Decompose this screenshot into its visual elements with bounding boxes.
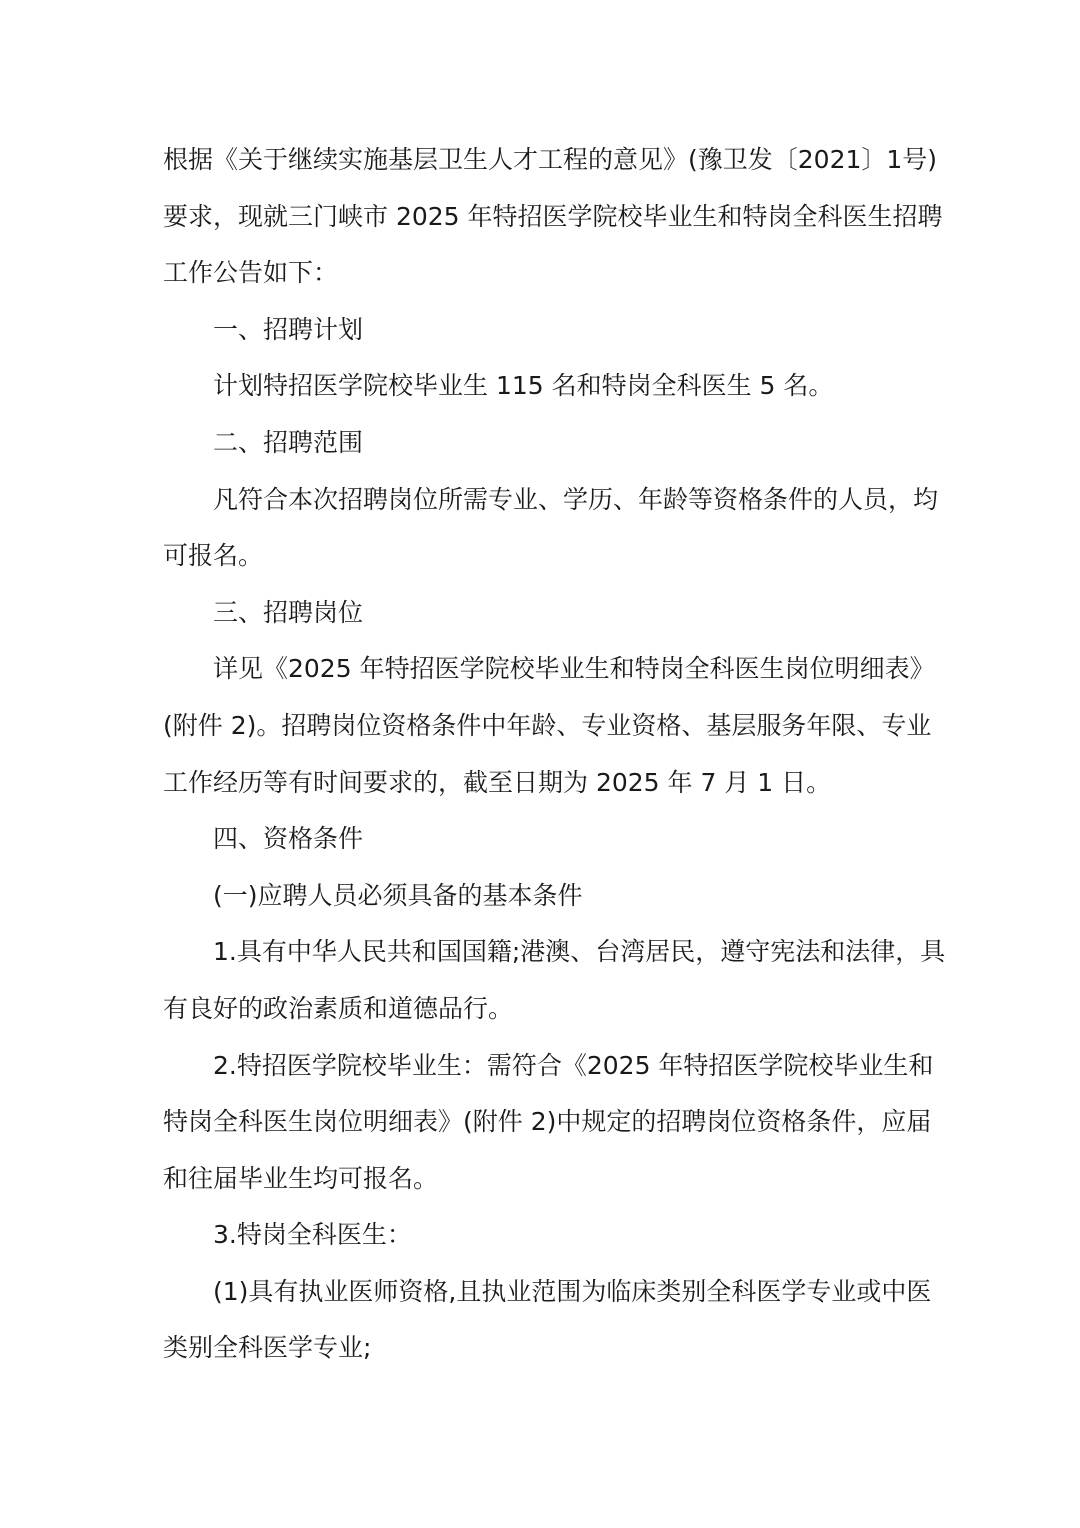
paragraph xyxy=(163,1038,934,1208)
paragraph xyxy=(163,1207,923,1264)
paragraph xyxy=(163,811,923,868)
paragraph-line: 有良好的政治素质和道德品行。 xyxy=(163,993,514,1023)
paragraph-line: 可报名。 xyxy=(163,541,264,571)
paragraph-line: (附件 2)。招聘岗位资格条件中年龄、专业资格、基层服务年限、专业 xyxy=(163,710,932,740)
paragraph-line: 计划特招医学院校毕业生 115 名和特岗全科医生 5 名。 xyxy=(213,371,834,401)
paragraph-line: (一)应聘人员必须具备的基本条件 xyxy=(213,880,583,910)
paragraph-line: 三、招聘岗位 xyxy=(213,597,364,627)
paragraph-line: 3.特岗全科医生： xyxy=(213,1220,412,1250)
paragraph-line: 二、招聘范围 xyxy=(213,427,364,457)
paragraph-line: 特岗全科医生岗位明细表》(附件 2)中规定的招聘岗位资格条件，应届 xyxy=(163,1107,932,1137)
paragraph-line: 凡符合本次招聘岗位所需专业、学历、年龄等资格条件的人员，均 xyxy=(213,484,939,514)
paragraph-line: 工作经历等有时间要求的，截至日期为 2025 年 7 月 1 日。 xyxy=(163,767,832,797)
paragraph xyxy=(163,358,923,415)
paragraph-line: (1)具有执业医师资格,且执业范围为临床类别全科医学专业或中医 xyxy=(213,1276,932,1306)
paragraph xyxy=(163,924,946,1037)
paragraph-line: 工作公告如下： xyxy=(163,258,339,288)
paragraph-line: 类别全科医学专业; xyxy=(163,1333,372,1363)
paragraph-line: 2.特招医学院校毕业生：需符合《2025 年特招医学院校毕业生和 xyxy=(213,1050,934,1080)
paragraph xyxy=(163,472,939,585)
paragraph xyxy=(163,585,923,642)
paragraph-line: 一、招聘计划 xyxy=(213,314,364,344)
paragraph-line: 四、资格条件 xyxy=(213,824,364,854)
paragraph xyxy=(163,868,923,925)
paragraph-line: 1.具有中华人民共和国国籍;港澳、台湾居民，遵守宪法和法律，具 xyxy=(213,937,946,967)
paragraph xyxy=(163,1264,932,1377)
paragraph xyxy=(163,415,923,472)
paragraph xyxy=(163,132,943,302)
paragraph-line: 要求，现就三门峡市 2025 年特招医学院校毕业生和特岗全科医生招聘 xyxy=(163,201,943,231)
paragraph xyxy=(163,302,923,359)
paragraph xyxy=(163,641,935,811)
paragraph-line: 和往届毕业生均可报名。 xyxy=(163,1163,439,1193)
paragraph-line: 根据《关于继续实施基层卫生人才工程的意见》(豫卫发〔2021〕1号) xyxy=(163,145,938,174)
document-body xyxy=(163,132,946,1377)
paragraph-line: 详见《2025 年特招医学院校毕业生和特岗全科医生岗位明细表》 xyxy=(213,654,935,684)
